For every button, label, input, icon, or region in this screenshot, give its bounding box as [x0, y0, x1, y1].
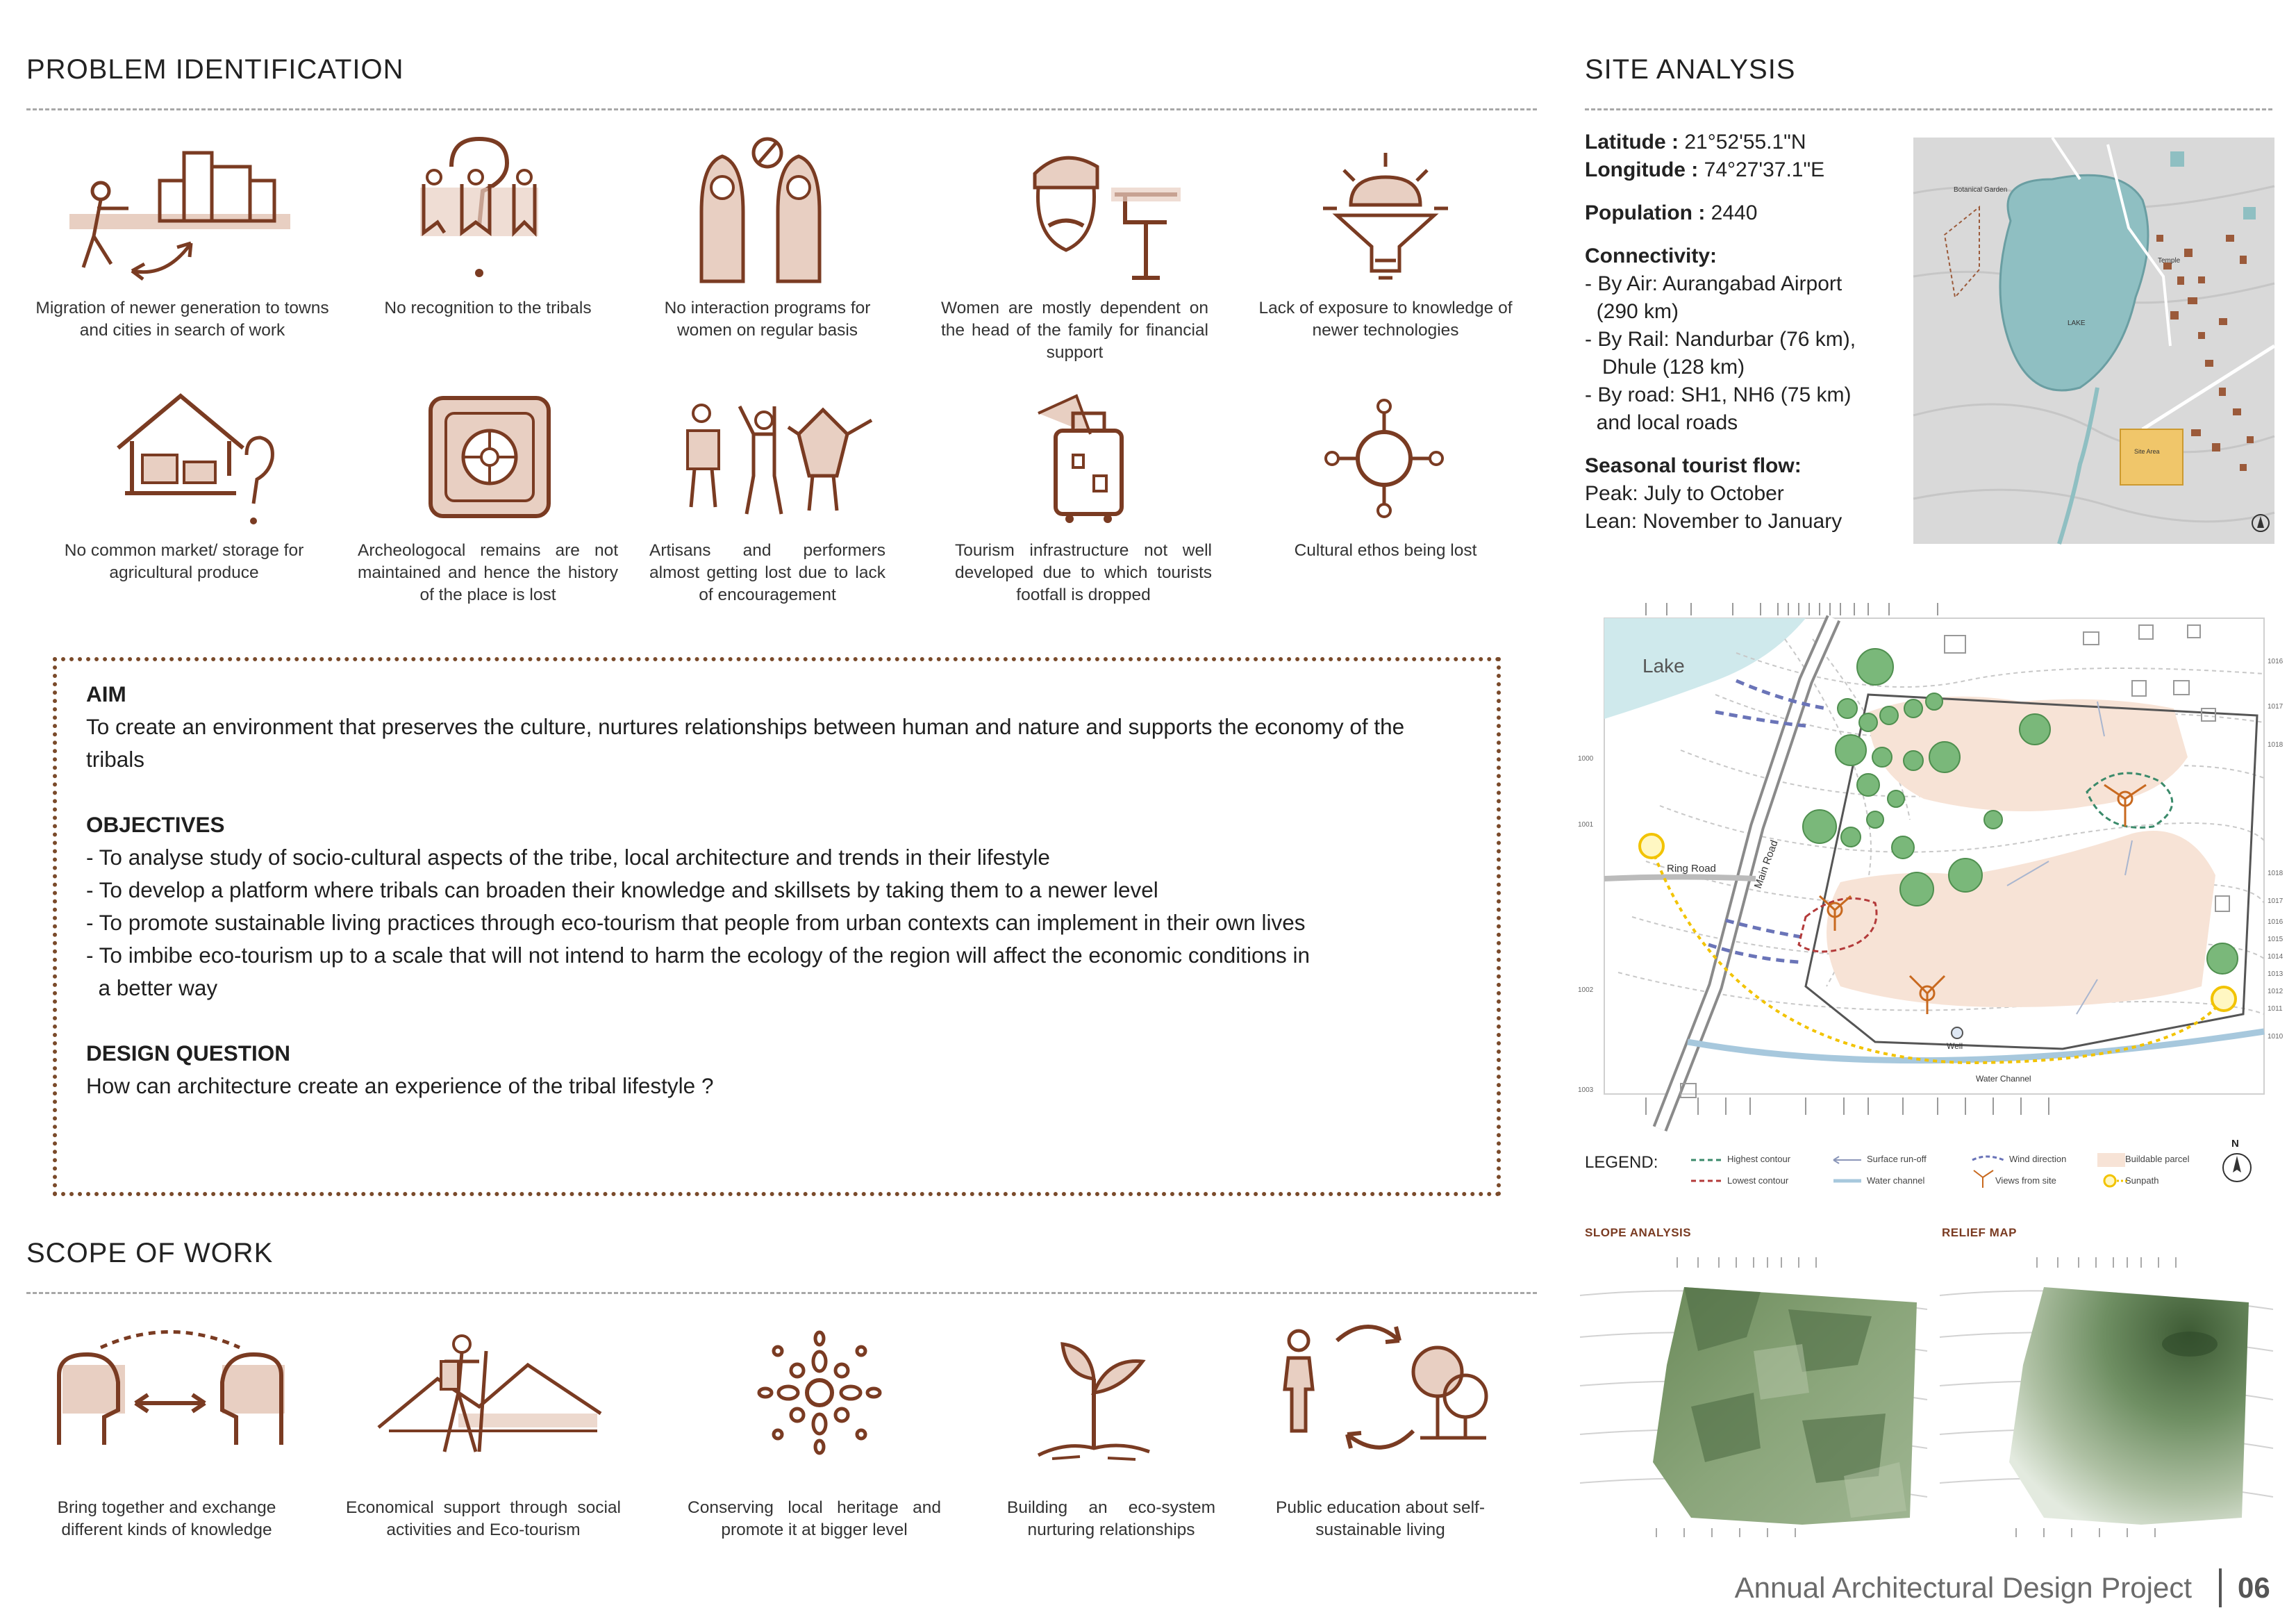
tourist-flow-peak: Peak: July to October: [1585, 482, 1784, 505]
legend-buildable-parcel: Buildable parcel: [2125, 1154, 2190, 1164]
site-divider: [1585, 108, 2272, 110]
dependent-man-icon: [1021, 146, 1188, 285]
legend-lowest-contour: Lowest contour: [1727, 1175, 1789, 1186]
footer-title: Annual Architectural Design Project: [1734, 1571, 2192, 1604]
ring-road-label: Ring Road: [1667, 863, 1716, 875]
svg-text:1017: 1017: [2268, 897, 2283, 905]
well-label: Well: [1947, 1041, 1963, 1051]
design-question-text: How can architecture create an experience of the tribal lifestyle ?: [86, 1073, 714, 1098]
connectivity-item-1: - By Air: Aurangabad Airport: [1585, 272, 1842, 295]
map-label-site-area: Site Area: [2134, 448, 2160, 455]
population-value: 2440: [1705, 201, 1758, 224]
objective-4: - To imbibe eco-tourism up to a scale that will not intend to harm the ecology of the region will affect the economic conditions in: [86, 943, 1311, 968]
main-road-label: Main Road: [1752, 838, 1781, 890]
objective-3: - To promote sustainable living practices through eco-tourism that people from urban contexts can implement in their own lives: [86, 910, 1306, 935]
scope-caption-1: Bring together and exchange different kinds of knowledge: [57, 1498, 276, 1539]
svg-text:1012: 1012: [2268, 988, 2283, 995]
problem-caption-4: Women are mostly dependent on the head of the family for financial support: [941, 299, 1208, 362]
svg-text:1000: 1000: [1578, 755, 1594, 763]
footer-divider: [2219, 1568, 2222, 1607]
connectivity-item-4: Dhule (128 km): [1585, 356, 1745, 379]
longitude-label: Longitude :: [1585, 158, 1699, 181]
scope-section-title: SCOPE OF WORK: [26, 1238, 274, 1268]
svg-text:1015: 1015: [2268, 936, 2283, 943]
problem-divider: [26, 108, 1537, 110]
svg-text:1001: 1001: [1578, 821, 1594, 829]
legend-water-channel: Water channel: [1867, 1175, 1925, 1186]
tourist-flow-lean: Lean: November to January: [1585, 510, 1842, 533]
luggage-icon: [1035, 392, 1139, 524]
question-people-icon: [410, 135, 549, 285]
market-hut-icon: [111, 386, 285, 528]
map-label-lake: LAKE: [2068, 320, 2086, 327]
knowledge-exchange-icon: [52, 1327, 288, 1455]
aim-objectives-box: [53, 657, 1501, 1196]
svg-text:1018: 1018: [2268, 741, 2283, 749]
legend-wind-direction: Wind direction: [2009, 1154, 2067, 1164]
svg-text:1018: 1018: [2268, 870, 2283, 877]
objective-2: - To develop a platform where tribals can broaden their knowledge and skillsets by taking them to a newer level: [86, 877, 1158, 902]
relief-map-title: RELIEF MAP: [1942, 1226, 2017, 1239]
aim-heading: AIM: [86, 681, 126, 706]
performers-icon: [677, 392, 882, 524]
problem-caption-9: Tourism infrastructure not well developed due to which tourists footfall is dropped: [955, 541, 1212, 604]
svg-text:1011: 1011: [2268, 1005, 2283, 1013]
carved-stone-icon: [425, 392, 554, 521]
problem-caption-2: No recognition to the tribals: [384, 299, 592, 317]
svg-text:1003: 1003: [1578, 1086, 1594, 1094]
problem-caption-3: No interaction programs for women on regular basis: [664, 299, 871, 340]
connectivity-item-2: (290 km): [1585, 300, 1679, 323]
north-arrow-icon: [2221, 1152, 2253, 1184]
svg-text:1002: 1002: [1578, 986, 1594, 994]
connectivity-item-3: - By Rail: Nandurbar (76 km),: [1585, 328, 1856, 351]
site-section-title: SITE ANALYSIS: [1585, 54, 1796, 85]
scope-caption-2: Economical support through social activities and Eco-tourism: [346, 1498, 621, 1539]
legend-title: LEGEND:: [1585, 1153, 1658, 1172]
legend-sunpath: Sunpath: [2125, 1175, 2159, 1186]
aim-text: To create an environment that preserves the culture, nurtures relationships between human and nature and supports the economy of the tribals: [86, 714, 1405, 772]
svg-text:1016: 1016: [2268, 918, 2283, 926]
location-map: [1913, 138, 2274, 544]
cultural-ethos-icon: [1318, 392, 1450, 524]
connectivity-label: Connectivity:: [1585, 245, 1717, 267]
slope-analysis-map: [1580, 1254, 1927, 1539]
problem-caption-7: Archeologocal remains are not maintained and hence the history of the place is lost: [358, 541, 618, 604]
legend-views-from-site: Views from site: [1995, 1175, 2056, 1186]
population-label: Population :: [1585, 201, 1706, 224]
water-channel-label: Water Channel: [1976, 1074, 2031, 1084]
objective-4-cont: a better way: [86, 975, 218, 1000]
cycle-tree-icon: [1271, 1313, 1493, 1462]
problem-caption-8: Artisans and performers almost getting lost due to lack of encouragement: [649, 541, 885, 604]
heritage-motif-icon: [757, 1330, 882, 1455]
scope-caption-4: Building an eco-system nurturing relationships: [1007, 1498, 1215, 1539]
slope-analysis-title: SLOPE ANALYSIS: [1585, 1226, 1692, 1239]
north-label: N: [2231, 1138, 2239, 1150]
scope-caption-5: Public education about self-sustainable living: [1276, 1498, 1485, 1539]
scope-divider: [26, 1292, 1537, 1294]
problem-caption-6: No common market/ storage for agricultural produce: [64, 541, 304, 582]
connectivity-item-6: and local roads: [1585, 411, 1738, 434]
latitude-value: 21°52'55.1"N: [1679, 131, 1806, 154]
problem-caption-1: Migration of newer generation to towns and cities in search of work: [35, 299, 329, 340]
legend-surface-runoff: Surface run-off: [1867, 1154, 1927, 1164]
map-label-temple: Temple: [2158, 257, 2181, 265]
svg-text:1017: 1017: [2268, 703, 2283, 711]
latitude-label: Latitude :: [1585, 131, 1679, 154]
svg-text:1014: 1014: [2268, 953, 2283, 961]
lightbulb-gear-icon: [1316, 149, 1455, 288]
map-label-botanical: Botanical Garden: [1954, 186, 2008, 194]
design-question-heading: DESIGN QUESTION: [86, 1041, 291, 1066]
site-plan-lake-label: Lake: [1642, 655, 1685, 677]
svg-text:1013: 1013: [2268, 970, 2283, 978]
sprout-icon: [1024, 1323, 1163, 1462]
site-info-block: [1585, 129, 1918, 536]
legend-highest-contour: Highest contour: [1727, 1154, 1791, 1164]
svg-text:1016: 1016: [2268, 658, 2283, 665]
connectivity-item-5: - By road: SH1, NH6 (75 km): [1585, 383, 1852, 406]
svg-text:1010: 1010: [2268, 1033, 2283, 1041]
site-plan-map: [1577, 597, 2283, 1129]
scope-caption-3: Conserving local heritage and promote it at bigger level: [688, 1498, 941, 1539]
hiker-icon: [375, 1330, 604, 1455]
objectives-heading: OBJECTIVES: [86, 812, 225, 837]
objective-1: - To analyse study of socio-cultural aspects of the tribe, local architecture and trends in their lifestyle: [86, 845, 1050, 870]
relief-map: [1940, 1254, 2273, 1539]
problem-section-title: PROBLEM IDENTIFICATION: [26, 54, 404, 85]
problem-caption-5: Lack of exposure to knowledge of newer technologies: [1258, 299, 1513, 340]
women-icon: [674, 135, 854, 285]
problem-caption-10: Cultural ethos being lost: [1294, 541, 1477, 560]
tourist-flow-label: Seasonal tourist flow:: [1585, 454, 1802, 477]
page-number: 06: [2238, 1571, 2270, 1604]
longitude-value: 74°27'37.1"E: [1698, 158, 1825, 181]
migration-icon: [63, 139, 299, 285]
